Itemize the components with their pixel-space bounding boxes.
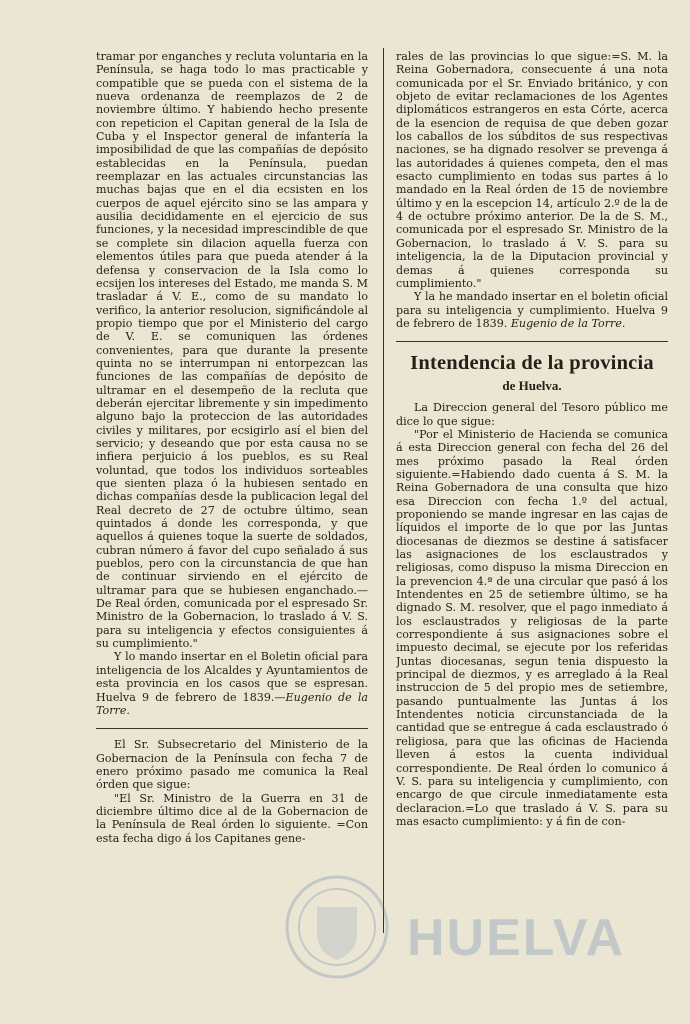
left-column — [96, 50, 368, 940]
right-column — [396, 50, 668, 940]
left-paragraph-1: tramar por enganches y recluta voluntaria en la Península, se haga todo lo mas practicable y compatible que se pueda con el sistema de la nueva ordenanza de reemplazos de 2 de noviembre último. Y habiendo hecho presente con repeticion el Capitan general de la Isla de Cuba y el Inspector general de infantería la imposibilidad de que las compañías de depósito establecidas en la Península, puedan reemplazar en las actuales circunstancias las muchas bajas que en el dia ecsisten en los cuerpos de aquel ejército sino se las ampara y ausilia decididamente en el ejercicio de sus funciones, y la necesidad imprescindible de que se complete sin dilacion aquella fuerza con elementos útiles para que pueda atender á la defensa y conservacion de la Isla como lo ecsijen los intereses del Estado, me manda S. M trasladar á V. E., como de su mandato lo verifico, la anterior resolucion, significándole al propio tiempo que por el Ministerio del cargo de V. E. se comuniquen las órdenes convenientes, para que durante la presente quinta no se interrumpan ni entorpezcan las funciones de las compañías de depósito de ultramar en el desempeño de la recluta que deberán ejercitar libremente y sin impedimento alguno bajo la proteccion de las autoridades civiles y militares, por ecsigirlo así el bien del servicio; y deseando que por esta causa no se infiera perjuicio á los pueblos, es su Real voluntad, que todos los individuos sorteables que sienten plaza ó la hubiesen sentado en dichas compañías desde la publicacion legal del Real decreto de 27 de octubre último, sean quintados á donde les corresponda, y que aquellos á quienes toque la suerte de soldados, cubran número á favor del cupo señalado á sus pueblos, pero con la circunstancia de que han de continuar sirviendo en el ejército de ultramar para que se hubiesen enganchado.— De Real órden, comunicada por el espresado Sr. Ministro de la Gobernacion, lo traslado á V. S. para su inteligencia y efectos consiguientes á su cumplimiento." — [96, 50, 368, 651]
section-heading: Intendencia de la provincia — [410, 352, 654, 375]
column-divider — [383, 48, 384, 933]
right-paragraph-2 — [396, 290, 668, 330]
left-paragraph-2 — [96, 650, 368, 717]
left-paragraph-3: El Sr. Subsecretario del Ministerio de la Gobernacion de la Península con fecha 7 de enero próximo pasado me comunica la Real órden que sigue: — [96, 738, 368, 792]
right-paragraph-4: "Por el Ministerio de Hacienda se comunica á esta Direccion general con fecha del 26 del mes próximo pasado la Real órden siguiente.=Habiendo dado cuenta á S. M. la Reina Gobernadora de una consulta que hizo esa Direccion con fecha 1.º del actual, proponiendo se mande ingresar en las cajas de líquidos el importe de lo que por las Juntas diocesanas de diezmos se destine á satisfacer las asignaciones de los esclaustrados y religiosas, como dispuso la misma Direccion en la prevencion 4.ª de una circular que pasó á los Intendentes en 25 de setiembre último, se ha dignado S. M. resolver, que el pago inmediato á los esclaustrados y religiosas de la parte correspondiente á sus asignaciones sobre el impuesto decimal, se ejecute por los referidas Juntas diocesanas, segun tenia dispuesto la principal de diezmos, y es arreglado á la Real instruccion de 5 del propio mes de setiembre, pasando puntualmente las Juntas á los Intendentes noticia circunstanciada de la cantidad que se entregue á cada esclaustrado ó religiosa, para que las oficinas de Hacienda lleven á estos la cuenta individual correspondiente. De Real órden lo comunico á V. S. para su inteligencia y cumplimiento, con encargo de que circule inmediatamente esta declaracion.=Lo que traslado á V. S. para su mas esacto cumplimiento: y á fin de con- — [396, 427, 668, 828]
right-paragraph-2-text: Y la he mandado insertar en el boletin oficial para su inteligencia y cumplimiento. Huelva 9 de febrero de 1839. — [396, 290, 668, 330]
left-separator — [96, 728, 368, 729]
right-separator — [396, 341, 668, 342]
watermark-text: HUELVA — [407, 909, 626, 967]
left-paragraph-4: "El Sr. Ministro de la Guerra en 31 de diciembre último dice al de la Gobernacion de la Península de Real órden lo siguiente. =Con esta fecha digo á los Capitanes gene- — [96, 791, 368, 845]
left-paragraph-2-text: Y lo mando insertar en el Boletin oficial para inteligencia de los Alcaldes y Ayuntamientos de esta provincia en los casos que se espresan. Huelva 9 de febrero de 1839.— — [96, 650, 368, 704]
section-subheading: de Huelva. — [502, 378, 562, 394]
left-signature: Eugenio de la Torre. — [96, 690, 368, 717]
right-paragraph-1: rales de las provincias lo que sigue:=S. M. la Reina Gobernadora, consecuente á una nota comunicada por el Sr. Enviado británico, y con objeto de evitar reclamaciones de los Agentes diplomáticos estrangeros en esta Córte, acerca de la esencion de requisa de que deben gozar los caballos de los súbditos de sus respectivas naciones, se ha dignado resolver se prevenga á las autoridades á quienes competa, den el mas esacto cumplimiento en todas sus partes á lo mandado en la Real órden de 15 de noviembre último y en la escepcion 14, artículo 2.º de la de 4 de octubre próximo anterior. De la de S. M., comunicada por el espresado Sr. Ministro de la Gobernacion, lo traslado á V. S. para su inteligencia, la de la Diputacion provincial y demas á quienes corresponda su cumplimiento." — [396, 50, 668, 290]
right-paragraph-3: La Direccion general del Tesoro público me dice lo que sigue: — [396, 401, 668, 428]
right-signature: Eugenio de la Torre. — [510, 316, 626, 330]
